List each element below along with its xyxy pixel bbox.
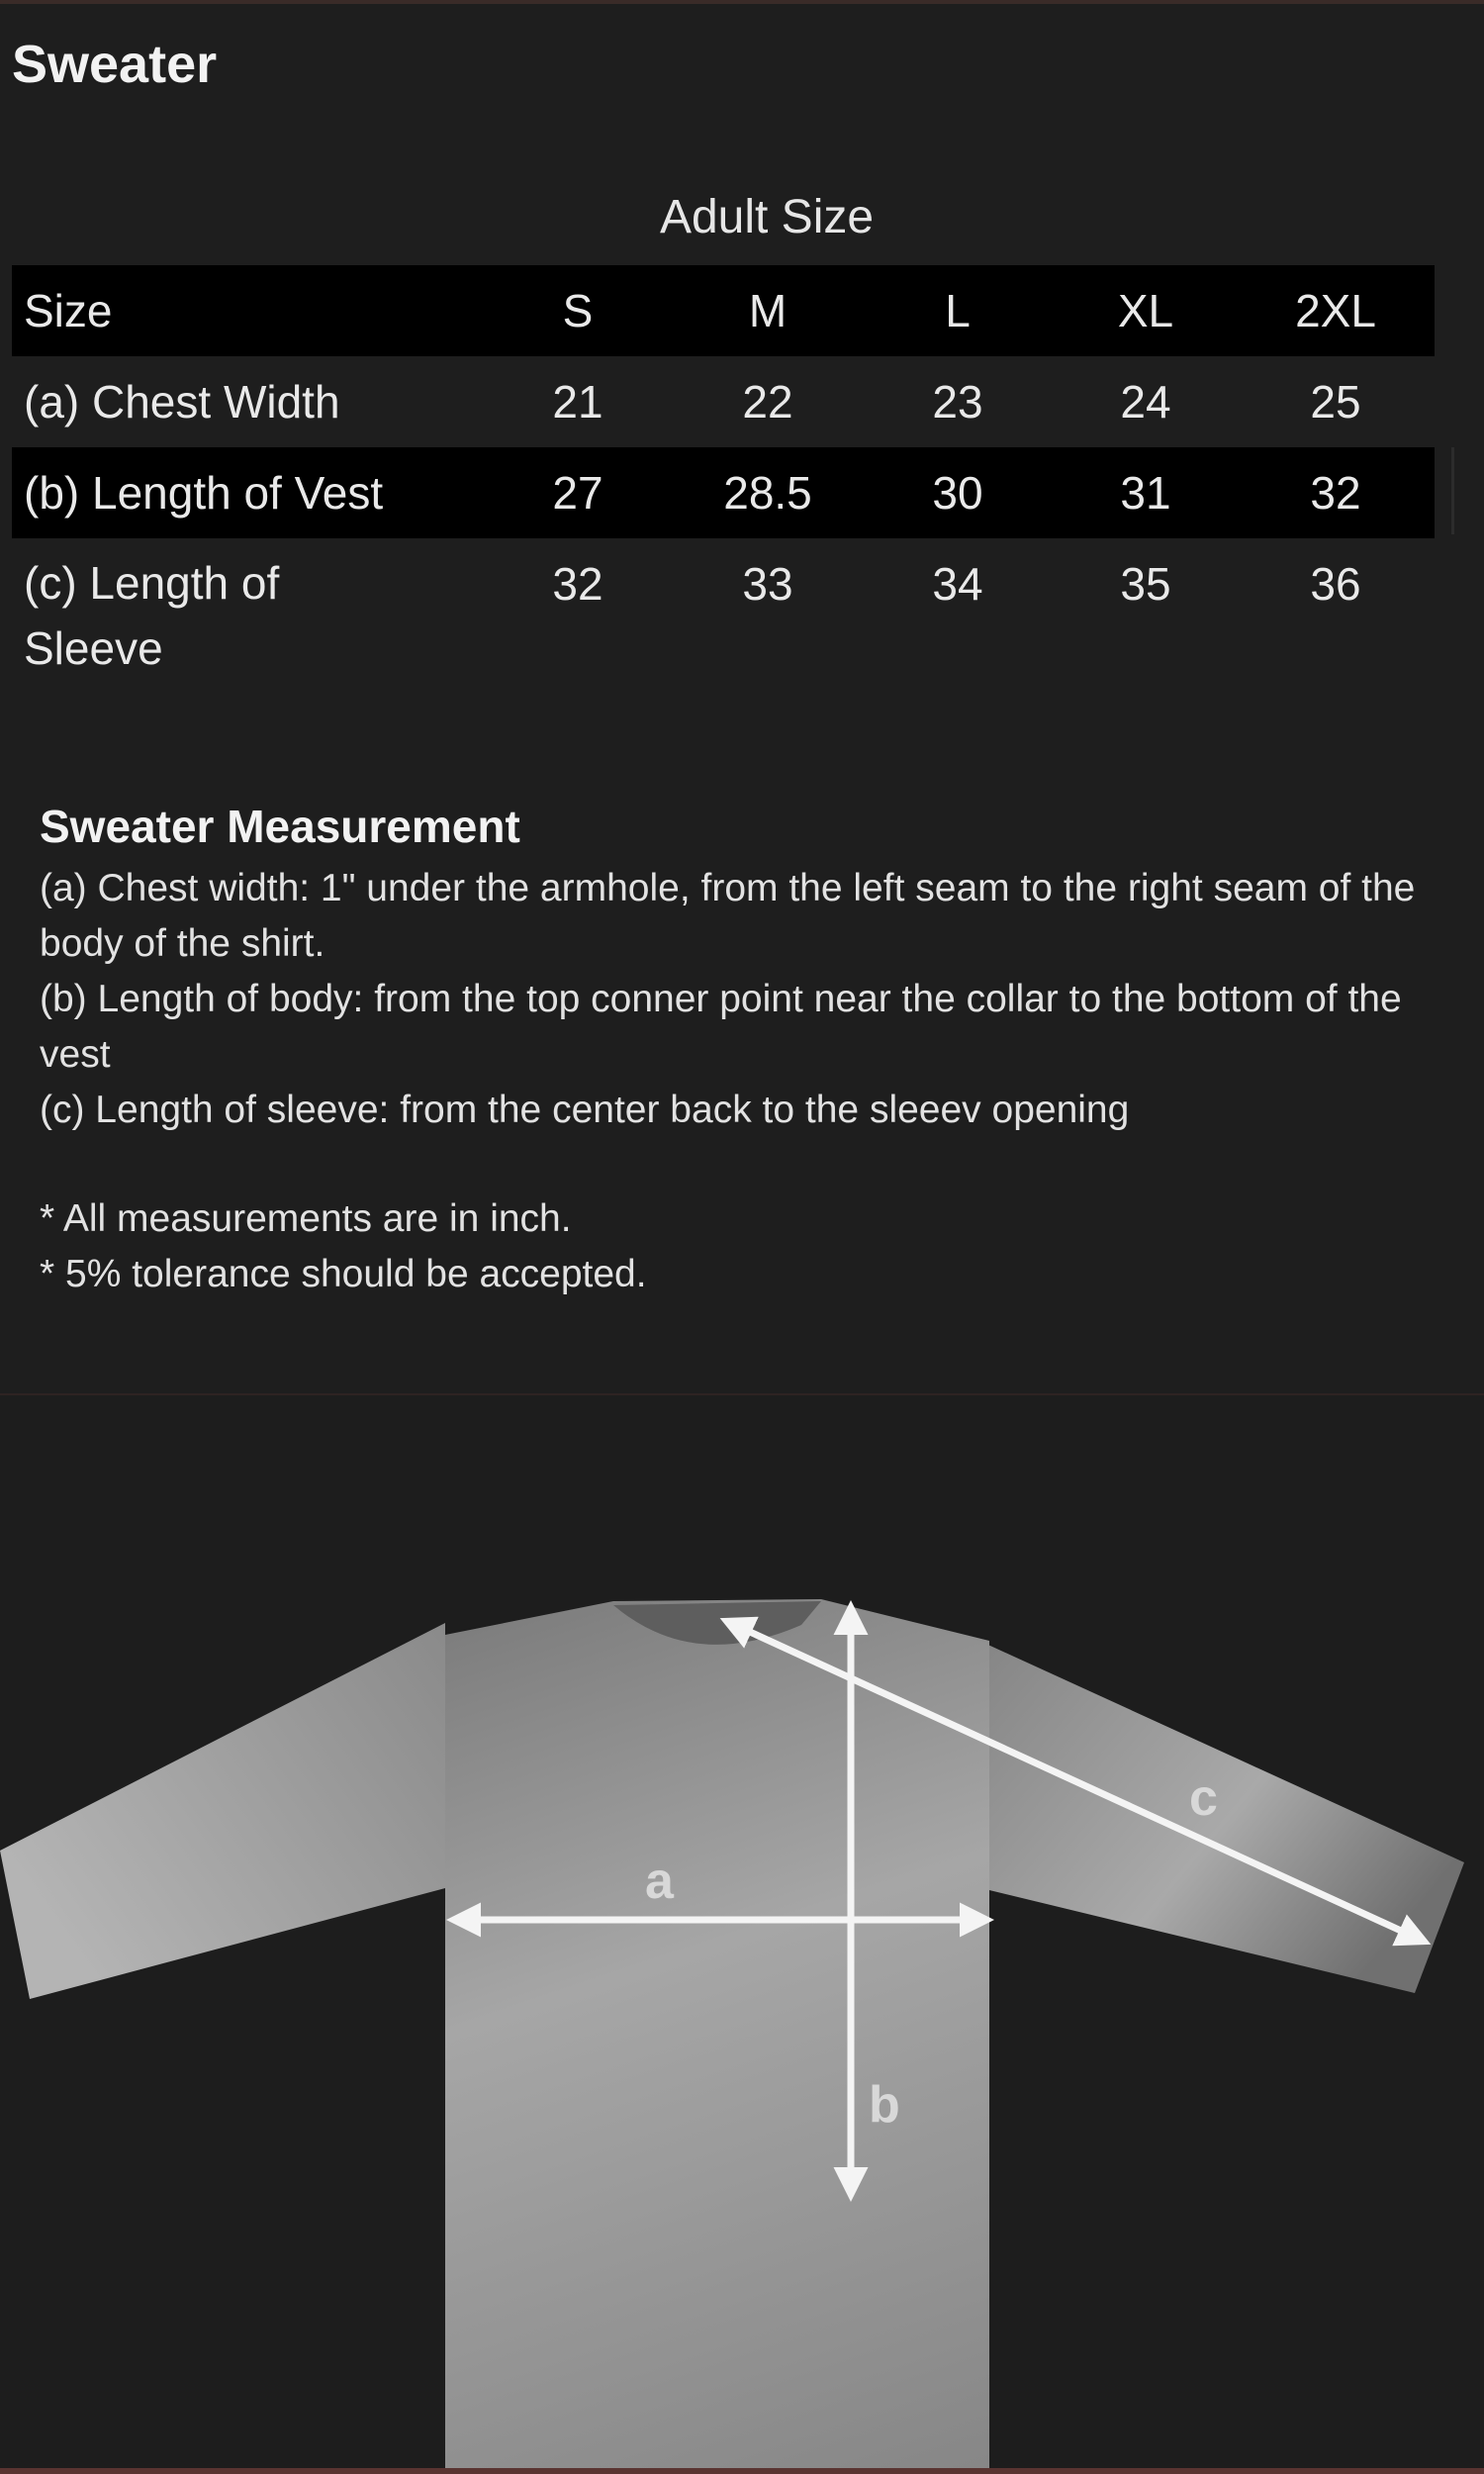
table-scroll-edge (1451, 447, 1454, 534)
sweater-body (445, 1599, 989, 2468)
size-table (12, 265, 1435, 687)
table-cell: 35 (1120, 558, 1171, 610)
note-units: * All measurements are in inch. (40, 1197, 572, 1240)
table-header-row (12, 265, 1435, 356)
label-a: a (645, 1853, 674, 1910)
row-label: (a) Chest Width (24, 376, 340, 428)
label-b: b (869, 2076, 900, 2134)
table-row-length-of-vest (12, 447, 1435, 538)
page-title: Sweater (12, 35, 218, 94)
header-size-label: Size (24, 285, 113, 336)
table-cell: 28.5 (723, 467, 812, 519)
measurement-chest-text: (a) Chest width: 1" under the armhole, from the left seam to the right seam of the body of the shirt. (40, 867, 1416, 965)
table-row-chest-width (12, 356, 1435, 447)
note-tolerance: * 5% tolerance should be accepted. (40, 1253, 647, 1295)
table-cell: 36 (1310, 558, 1361, 610)
table-cell: 31 (1120, 467, 1171, 519)
table-cell: 21 (552, 376, 603, 428)
header-size-xl: XL (1117, 285, 1174, 336)
row-label: (c) Length of Sleeve (24, 557, 280, 674)
table-cell: 27 (552, 467, 603, 519)
right-sleeve (979, 1641, 1464, 1993)
table-cell: 22 (742, 376, 793, 428)
sweater-measurement-diagram (0, 1395, 1484, 2468)
header-size-2xl: 2XL (1295, 285, 1376, 336)
left-sleeve (0, 1623, 445, 1999)
label-c: c (1189, 1769, 1218, 1827)
header-size-s: S (562, 285, 594, 336)
bottom-border (0, 2468, 1484, 2474)
table-cell: 33 (742, 558, 793, 610)
measurement-heading: Sweater Measurement (40, 801, 520, 852)
measurement-body-text: (b) Length of body: from the top conner point near the collar to the bottom of the vest (40, 978, 1402, 1076)
measurement-sleeve-text: (c) Length of sleeve: from the center back to the sleeev opening (40, 1089, 1130, 1131)
row-label: (b) Length of Vest (24, 467, 384, 519)
header-size-l: L (945, 285, 971, 336)
table-row-length-of-sleeve (12, 538, 1435, 687)
table-cell: 23 (932, 376, 983, 428)
table-cell: 34 (932, 558, 983, 610)
table-cell: 32 (552, 558, 603, 610)
table-cell: 25 (1310, 376, 1361, 428)
table-cell: 30 (932, 467, 983, 519)
table-cell: 24 (1120, 376, 1171, 428)
top-border (0, 0, 1484, 4)
table-caption: Adult Size (659, 191, 875, 243)
table-cell: 32 (1310, 467, 1361, 519)
header-size-m: M (748, 285, 788, 336)
